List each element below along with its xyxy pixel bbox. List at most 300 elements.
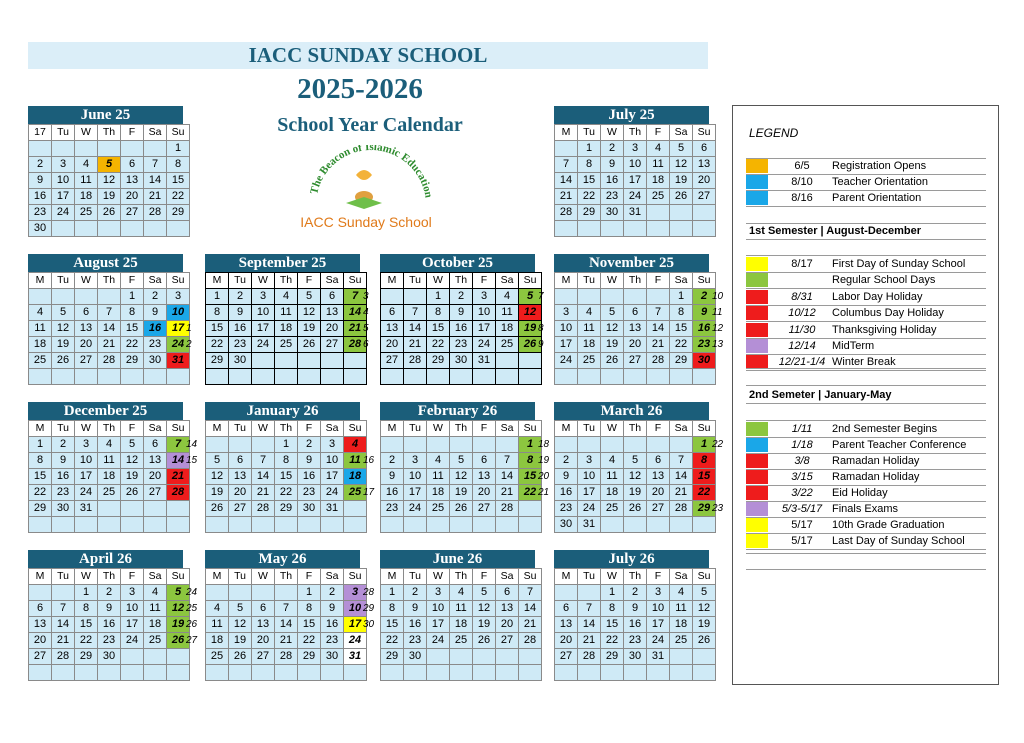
day-cell: 31 [167, 353, 190, 369]
day-cell: 30 [601, 205, 624, 221]
empty-cell [555, 369, 578, 385]
day-cell: 12 [473, 601, 496, 617]
weekday-header: F [121, 421, 144, 437]
day-cell: 2 [321, 585, 344, 601]
day-cell: 10 [404, 469, 427, 485]
month-table [205, 272, 367, 385]
empty-cell [52, 665, 75, 681]
month-title: February 26 [380, 402, 535, 420]
day-cell: 18 [496, 321, 519, 337]
day-cell: 20 [121, 189, 144, 205]
day-cell: 24 [404, 501, 427, 517]
weekday-header: W [75, 569, 98, 585]
day-cell: 20 [29, 633, 52, 649]
day-cell: 16 [229, 321, 252, 337]
legend-swatch [746, 518, 768, 532]
empty-cell [693, 221, 716, 237]
day-cell: 4 [206, 601, 229, 617]
day-cell: 26 [473, 633, 496, 649]
day-cell: 29 [427, 353, 450, 369]
day-cell: 24 [647, 633, 670, 649]
week-number: 6 [363, 339, 369, 350]
weekday-header: Tu [404, 569, 427, 585]
empty-cell [601, 369, 624, 385]
legend-text: 10th Grade Graduation [832, 519, 945, 531]
day-cell: 25 [344, 485, 367, 501]
empty-cell [670, 437, 693, 453]
day-cell: 21 [52, 633, 75, 649]
day-cell: 4 [29, 305, 52, 321]
legend-swatch [746, 323, 768, 337]
day-cell: 17 [473, 321, 496, 337]
day-cell: 28 [252, 501, 275, 517]
weekday-header: Th [275, 273, 298, 289]
legend-text: Ramadan Holiday [832, 455, 920, 467]
day-cell: 17 [647, 617, 670, 633]
month-february-26 [380, 402, 535, 533]
legend-date: 3/15 [791, 471, 813, 483]
weekday-header: Sa [144, 569, 167, 585]
weekday-header: M [555, 421, 578, 437]
day-cell: 5 [473, 585, 496, 601]
day-cell: 1 [275, 437, 298, 453]
day-cell: 26 [693, 633, 716, 649]
day-cell: 28 [647, 353, 670, 369]
legend-row [746, 469, 986, 486]
month-december-25 [28, 402, 183, 533]
empty-cell [121, 501, 144, 517]
day-cell: 18 [427, 485, 450, 501]
day-cell: 11 [29, 321, 52, 337]
week-number: 4 [363, 307, 369, 318]
day-cell: 24 [121, 633, 144, 649]
empty-cell [252, 353, 275, 369]
empty-cell [206, 437, 229, 453]
month-title: January 26 [205, 402, 360, 420]
day-cell: 9 [624, 601, 647, 617]
empty-cell [496, 437, 519, 453]
day-cell: 6 [321, 289, 344, 305]
day-cell: 11 [75, 173, 98, 189]
empty-cell [144, 369, 167, 385]
day-cell: 28 [52, 649, 75, 665]
empty-cell [601, 665, 624, 681]
day-cell: 1 [167, 141, 190, 157]
day-cell: 29 [298, 649, 321, 665]
month-table [554, 420, 716, 533]
legend-row [746, 501, 986, 518]
empty-cell [693, 665, 716, 681]
day-cell: 5 [693, 585, 716, 601]
day-cell: 26 [206, 501, 229, 517]
day-cell: 10 [624, 157, 647, 173]
day-cell: 16 [144, 321, 167, 337]
week-number: 29 [363, 603, 375, 614]
empty-cell [496, 353, 519, 369]
empty-cell [693, 649, 716, 665]
empty-cell [496, 517, 519, 533]
weekday-header: Su [167, 273, 190, 289]
empty-cell [98, 501, 121, 517]
legend-swatch [746, 339, 768, 353]
legend-swatch [746, 273, 768, 287]
day-cell: 16 [298, 469, 321, 485]
day-cell: 31 [75, 501, 98, 517]
day-cell: 11 [206, 617, 229, 633]
weekday-header: M [29, 569, 52, 585]
day-cell: 4 [578, 305, 601, 321]
legend-row [746, 256, 986, 273]
empty-cell [427, 437, 450, 453]
legend-text: Last Day of Sunday School [832, 535, 965, 547]
day-cell: 5 [519, 289, 542, 305]
day-cell: 17 [578, 485, 601, 501]
day-cell: 10 [252, 305, 275, 321]
day-cell: 28 [167, 485, 190, 501]
day-cell: 24 [52, 205, 75, 221]
day-cell: 8 [75, 601, 98, 617]
weekday-header: F [647, 125, 670, 141]
day-cell: 13 [381, 321, 404, 337]
day-cell: 7 [52, 601, 75, 617]
day-cell: 15 [519, 469, 542, 485]
day-cell: 14 [519, 601, 542, 617]
day-cell: 16 [601, 173, 624, 189]
day-cell: 17 [427, 617, 450, 633]
day-cell: 17 [252, 321, 275, 337]
empty-cell [298, 665, 321, 681]
day-cell: 1 [29, 437, 52, 453]
weekday-header: Sa [144, 273, 167, 289]
day-cell: 20 [473, 485, 496, 501]
weekday-header: W [601, 421, 624, 437]
empty-cell [578, 221, 601, 237]
legend-date: 10/12 [788, 307, 816, 320]
month-june-26 [380, 550, 535, 681]
day-cell: 2 [52, 437, 75, 453]
day-cell: 25 [601, 501, 624, 517]
week-number: 18 [538, 439, 550, 450]
month-title: May 26 [205, 550, 360, 568]
weekday-header: M [29, 421, 52, 437]
day-cell: 24 [252, 337, 275, 353]
empty-cell [344, 353, 367, 369]
day-cell: 13 [496, 601, 519, 617]
day-cell: 12 [98, 173, 121, 189]
day-cell: 11 [427, 469, 450, 485]
day-cell: 16 [450, 321, 473, 337]
day-cell: 4 [275, 289, 298, 305]
day-cell: 18 [601, 485, 624, 501]
day-cell: 16 [52, 469, 75, 485]
day-cell: 27 [29, 649, 52, 665]
day-cell: 6 [693, 141, 716, 157]
empty-cell [647, 665, 670, 681]
day-cell: 1 [427, 289, 450, 305]
day-cell: 22 [693, 485, 716, 501]
empty-cell [52, 141, 75, 157]
day-cell: 15 [29, 469, 52, 485]
month-title: March 26 [554, 402, 709, 420]
week-number: 23 [712, 503, 724, 514]
day-cell: 16 [321, 617, 344, 633]
day-cell: 14 [275, 617, 298, 633]
empty-cell [75, 517, 98, 533]
weekday-header: Tu [404, 273, 427, 289]
weekday-header: M [29, 273, 52, 289]
day-cell: 4 [601, 453, 624, 469]
empty-cell [670, 649, 693, 665]
day-cell: 10 [75, 453, 98, 469]
empty-cell [519, 665, 542, 681]
day-cell: 8 [601, 601, 624, 617]
legend-divider [746, 403, 986, 404]
empty-cell [121, 665, 144, 681]
day-cell: 19 [450, 485, 473, 501]
weekday-header: Th [624, 273, 647, 289]
day-cell: 22 [275, 485, 298, 501]
day-cell: 23 [321, 633, 344, 649]
month-table [380, 420, 542, 533]
empty-cell [647, 221, 670, 237]
day-cell: 3 [75, 437, 98, 453]
weekday-header: Th [624, 569, 647, 585]
legend-row [746, 437, 986, 454]
day-cell: 14 [555, 173, 578, 189]
day-cell: 28 [275, 649, 298, 665]
legend-date: 8/10 [791, 176, 813, 188]
empty-cell [427, 665, 450, 681]
legend-date: 1/18 [791, 439, 813, 451]
day-cell: 23 [381, 501, 404, 517]
weekday-header: Su [693, 273, 716, 289]
day-cell: 8 [29, 453, 52, 469]
weekday-header: W [75, 125, 98, 141]
day-cell: 6 [121, 157, 144, 173]
empty-cell [75, 221, 98, 237]
day-cell: 11 [496, 305, 519, 321]
month-july-26 [554, 550, 709, 681]
empty-cell [624, 517, 647, 533]
month-july-25 [554, 106, 709, 237]
day-cell: 21 [167, 469, 190, 485]
day-cell: 27 [496, 633, 519, 649]
day-cell: 4 [98, 437, 121, 453]
day-cell: 8 [693, 453, 716, 469]
empty-cell [52, 221, 75, 237]
legend-text: Labor Day Holiday [832, 290, 923, 303]
day-cell: 23 [693, 337, 716, 353]
day-cell: 23 [601, 189, 624, 205]
day-cell: 28 [519, 633, 542, 649]
empty-cell [275, 585, 298, 601]
day-cell: 18 [98, 469, 121, 485]
day-cell: 17 [52, 189, 75, 205]
day-cell: 16 [98, 617, 121, 633]
day-cell: 3 [167, 289, 190, 305]
empty-cell [167, 649, 190, 665]
month-title: December 25 [28, 402, 183, 420]
weekday-header: Sa [670, 125, 693, 141]
day-cell: 6 [624, 305, 647, 321]
school-year: 2025-2026 [297, 73, 423, 105]
day-cell: 27 [321, 337, 344, 353]
day-cell: 31 [647, 649, 670, 665]
weekday-header: F [647, 273, 670, 289]
empty-cell [29, 517, 52, 533]
empty-cell [275, 369, 298, 385]
day-cell: 15 [275, 469, 298, 485]
day-cell: 21 [144, 189, 167, 205]
month-table [205, 568, 367, 681]
day-cell: 18 [29, 337, 52, 353]
empty-cell [252, 369, 275, 385]
legend-date: 3/22 [791, 487, 813, 499]
empty-cell [344, 501, 367, 517]
empty-cell [647, 517, 670, 533]
day-cell: 11 [344, 453, 367, 469]
month-table [28, 272, 190, 385]
legend-date: 8/16 [791, 192, 813, 204]
day-cell: 7 [496, 453, 519, 469]
day-cell: 3 [647, 585, 670, 601]
weekday-header: F [298, 273, 321, 289]
legend-text: Thanksgiving Holiday [832, 323, 937, 336]
legend-row [746, 289, 986, 306]
day-cell: 14 [252, 469, 275, 485]
day-cell: 10 [473, 305, 496, 321]
month-table [554, 272, 716, 385]
day-cell: 31 [624, 205, 647, 221]
empty-cell [670, 221, 693, 237]
day-cell: 21 [555, 189, 578, 205]
day-cell: 7 [404, 305, 427, 321]
month-title: June 26 [380, 550, 535, 568]
day-cell: 20 [321, 321, 344, 337]
empty-cell [75, 289, 98, 305]
weekday-header: Th [98, 273, 121, 289]
day-cell: 28 [344, 337, 367, 353]
day-cell: 13 [229, 469, 252, 485]
empty-cell [555, 437, 578, 453]
day-cell: 2 [404, 585, 427, 601]
weekday-header: W [427, 569, 450, 585]
day-cell: 24 [624, 189, 647, 205]
legend-text: MidTerm [832, 340, 875, 352]
empty-cell [252, 437, 275, 453]
day-cell: 9 [29, 173, 52, 189]
day-cell: 25 [98, 485, 121, 501]
day-cell: 8 [298, 601, 321, 617]
day-cell: 21 [496, 485, 519, 501]
day-cell: 23 [52, 485, 75, 501]
empty-cell [578, 665, 601, 681]
weekday-header: Sa [496, 421, 519, 437]
empty-cell [229, 665, 252, 681]
weekday-header: Th [624, 125, 647, 141]
legend-swatch [746, 454, 768, 468]
day-cell: 4 [647, 141, 670, 157]
day-cell: 13 [555, 617, 578, 633]
week-number: 10 [712, 291, 724, 302]
day-cell: 28 [98, 353, 121, 369]
day-cell: 27 [75, 353, 98, 369]
month-april-26 [28, 550, 183, 681]
day-cell: 6 [75, 305, 98, 321]
day-cell: 17 [75, 469, 98, 485]
day-cell: 8 [275, 453, 298, 469]
day-cell: 22 [427, 337, 450, 353]
weekday-header: Su [344, 569, 367, 585]
day-cell: 7 [578, 601, 601, 617]
legend-row [746, 322, 986, 339]
weekday-header: W [601, 569, 624, 585]
legend-date: 5/17 [791, 519, 813, 531]
day-cell: 3 [252, 289, 275, 305]
empty-cell [427, 369, 450, 385]
legend-text: Finals Exams [832, 503, 899, 515]
week-number: 30 [363, 619, 375, 630]
empty-cell [555, 141, 578, 157]
day-cell: 24 [344, 633, 367, 649]
day-cell: 23 [624, 633, 647, 649]
day-cell: 19 [601, 337, 624, 353]
day-cell: 9 [381, 469, 404, 485]
weekday-header: Th [450, 273, 473, 289]
weekday-header: M [555, 569, 578, 585]
day-cell: 13 [252, 617, 275, 633]
weekday-header: W [427, 273, 450, 289]
day-cell: 2 [693, 289, 716, 305]
weekday-header: Sa [321, 421, 344, 437]
month-table [28, 568, 190, 681]
weekday-header: Su [344, 273, 367, 289]
empty-cell [275, 665, 298, 681]
weekday-header: Tu [52, 125, 75, 141]
empty-cell [519, 353, 542, 369]
empty-cell [321, 665, 344, 681]
day-cell: 9 [298, 453, 321, 469]
weekday-header: Su [519, 273, 542, 289]
day-cell: 12 [601, 321, 624, 337]
weekday-header: Su [693, 125, 716, 141]
day-cell: 29 [578, 205, 601, 221]
day-cell: 4 [670, 585, 693, 601]
day-cell: 11 [670, 601, 693, 617]
empty-cell [144, 221, 167, 237]
weekday-header: W [601, 273, 624, 289]
day-cell: 2 [98, 585, 121, 601]
day-cell: 18 [578, 337, 601, 353]
day-cell: 23 [98, 633, 121, 649]
day-cell: 29 [381, 649, 404, 665]
empty-cell [121, 369, 144, 385]
weekday-header: Tu [229, 569, 252, 585]
day-cell: 12 [229, 617, 252, 633]
month-september-25 [205, 254, 360, 385]
weekday-header: M [381, 273, 404, 289]
day-cell: 30 [693, 353, 716, 369]
day-cell: 14 [167, 453, 190, 469]
day-cell: 18 [206, 633, 229, 649]
empty-cell [229, 369, 252, 385]
weekday-header: F [298, 421, 321, 437]
day-cell: 23 [298, 485, 321, 501]
day-cell: 15 [693, 469, 716, 485]
empty-cell [647, 289, 670, 305]
day-cell: 1 [75, 585, 98, 601]
empty-cell [693, 517, 716, 533]
